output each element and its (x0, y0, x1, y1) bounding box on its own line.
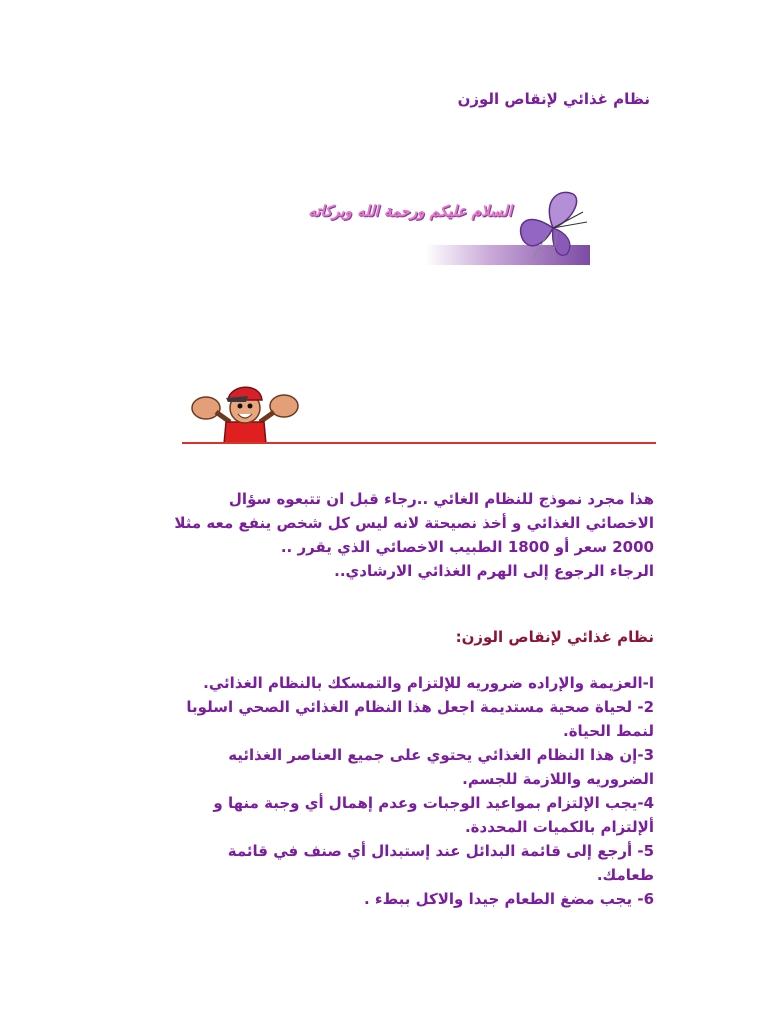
greeting-text: السلام عليكم ورحمة الله وبركاته (308, 202, 512, 220)
greeting-banner (305, 188, 595, 270)
list-item: لنمط الحياة. (563, 722, 654, 740)
page-title: نظام غذائي لإنقاص الوزن (457, 90, 650, 108)
list-item: ألإلتزام بالكميات المحددة. (464, 818, 654, 836)
list-item: 2- لحياة صحية مستديمة اجعل هذا النظام الغذائي الصحي اسلوبا (186, 698, 654, 716)
list-item: الضروريه واللازمة للجسم. (462, 770, 654, 788)
intro-line-1: هذا مجرد نموذج للنظام الغائي ..رجاء قبل ان تتبعوه سؤال (228, 490, 654, 508)
list-item: 5- أرجع إلى قائمة البدائل عند إستبدال أي صنف في قائمة (227, 842, 654, 860)
section-divider (182, 442, 656, 444)
list-item: ا-العزيمة والإراده ضروريه للإلتزام والتمسكك بالنظام الغذائي. (203, 674, 654, 692)
intro-line-4: الرجاء الرجوع إلى الهرم الغذائي الارشادي.. (334, 562, 654, 580)
list-item: طعامك. (596, 866, 654, 884)
intro-line-2: الاخصائي الغذائي و أخذ نصيحتة لانه ليس كل شخص ينفع معه مثلا (174, 514, 654, 532)
intro-line-3: 2000 سعر أو 1800 الطبيب الاخصائي الذي يقرر .. (280, 538, 654, 556)
list-item: 6- يجب مضغ الطعام جيدا والاكل ببطء . (363, 890, 654, 908)
cartoon-mascot-icon (186, 378, 304, 444)
list-item: 3-إن هذا النظام الغذائي يحتوي على جميع العناصر الغذائيه (228, 746, 654, 764)
butterfly-icon (513, 188, 595, 260)
list-item: 4-يجب الإلتزام بمواعيد الوجبات وعدم إهمال أي وجبة منها و (213, 794, 654, 812)
section-heading: نظام غذائي لإنقاص الوزن: (455, 628, 654, 646)
